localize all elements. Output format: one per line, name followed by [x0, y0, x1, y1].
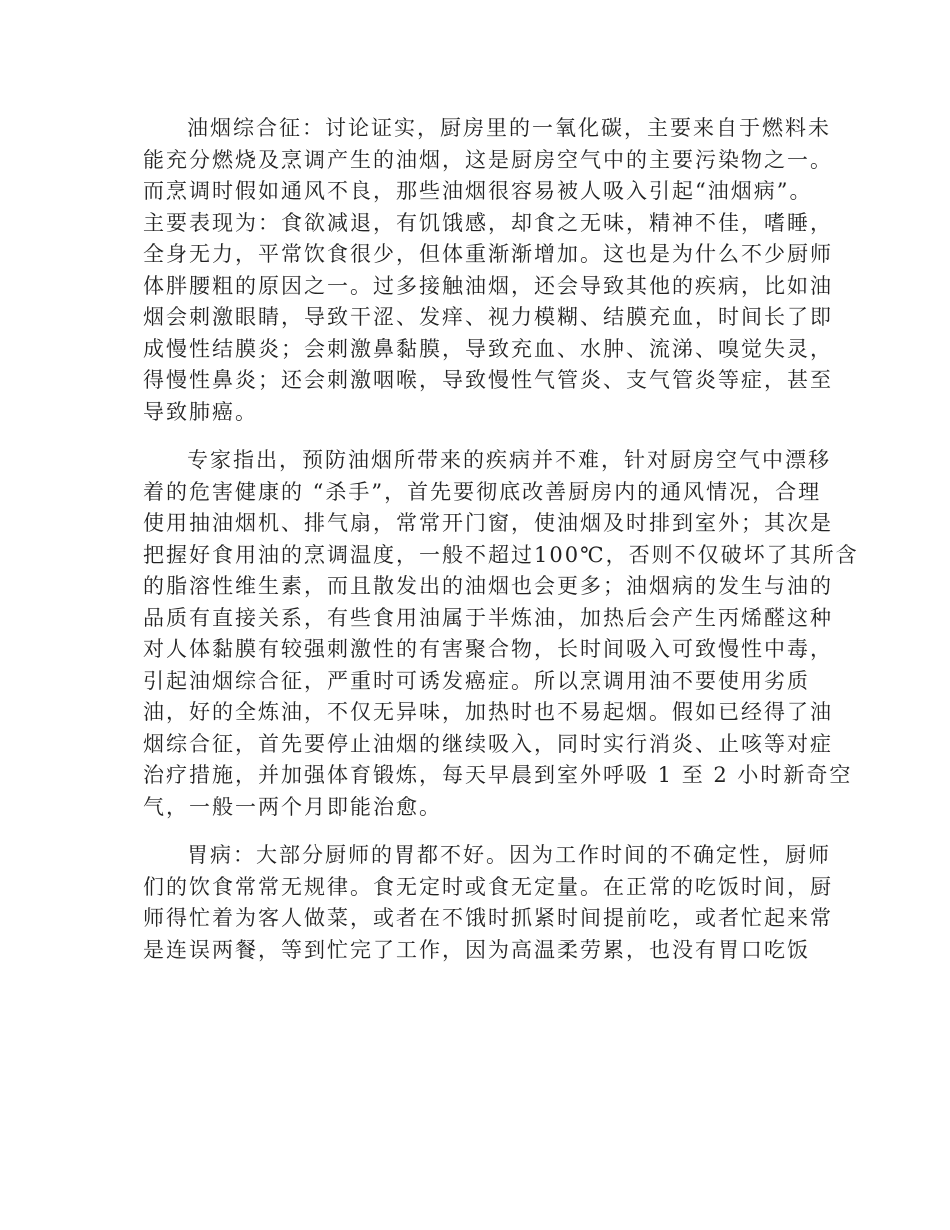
text-line: 主要表现为：食欲减退，有饥饿感，却食之无味，精神不佳，嗜睡，	[143, 210, 833, 235]
text-line: 使用抽油烟机、排气扇，常常开门窗，使油烟及时排到室外；其次是	[143, 511, 833, 535]
text-line: 治疗措施，并加强体育锻炼，每天早晨到室外呼吸 1 至 2 小时新奇空	[143, 763, 853, 787]
text-line: 们的饮食常常无规律。食无定时或食无定量。在正常的吃饭时间，厨	[143, 874, 833, 899]
text-line: 烟会刺激眼睛，导致干涩、发痒、视力模糊、结膜充血，时间长了即	[143, 305, 833, 329]
text-line: 体胖腰粗的原因之一。过多接触油烟，还会导致其他的疾病，比如油	[143, 273, 833, 298]
text-line: 把握好食用油的烹调温度，一般不超过100℃，否则不仅破坏了其所含	[143, 542, 859, 567]
text-line: 着的危害健康的 “杀手”，首先要彻底改善厨房内的通风情况，合理	[143, 479, 822, 504]
text-line: 成慢性结膜炎；会刺激鼻黏膜，导致充血、水肿、流涕、嗅觉失灵，	[143, 336, 833, 361]
text-line: 的脂溶性维生素，而且散发出的油烟也会更多；油烟病的发生与油的	[143, 574, 833, 598]
text-line: 气，一般一两个月即能治愈。	[143, 794, 442, 819]
text-line: 烟综合征，首先要停止油烟的继续吸入，同时实行消炎、止咳等对症	[143, 731, 833, 756]
text-line: 能充分燃烧及烹调产生的油烟，这是厨房空气中的主要污染物之一。	[143, 147, 833, 172]
text-line: 对人体黏膜有较强刺激性的有害聚合物，长时间吸入可致慢性中毒，	[143, 637, 833, 661]
text-line: 全身无力，平常饮食很少，但体重渐渐增加。这也是为什么不少厨师	[143, 242, 833, 266]
paragraph-oil-smoke-syndrome	[143, 113, 833, 428]
paragraph-expert-advice	[143, 445, 859, 823]
text-line: 得慢性鼻炎；还会刺激咽喉，导致慢性气管炎、支气管炎等症，甚至	[143, 368, 833, 392]
text-line: 而烹调时假如通风不良，那些油烟很容易被人吸入引起“油烟病”。	[143, 179, 813, 203]
text-line: 导致肺癌。	[143, 399, 258, 424]
text-line: 师得忙着为客人做菜，或者在不饿时抓紧时间提前吃，或者忙起来常	[143, 906, 833, 930]
text-line: 胃病：大部分厨师的胃都不好。因为工作时间的不确定性，厨师	[187, 843, 831, 867]
text-line: 专家指出，预防油烟所带来的疾病并不难，针对厨房空气中漂移	[187, 448, 831, 472]
text-line: 油，好的全炼油，不仅无异味，加热时也不易起烟。假如已经得了油	[143, 700, 833, 724]
text-line: 引起油烟综合征，严重时可诱发癌症。所以烹调用油不要使用劣质	[143, 668, 810, 693]
document-body	[143, 113, 859, 966]
text-line: 油烟综合征：讨论证实，厨房里的一氧化碳，主要来自于燃料未	[187, 116, 831, 140]
text-line: 是连误两餐，等到忙完了工作，因为高温柔劳累，也没有胃口吃饭	[143, 937, 810, 962]
paragraph-stomach-disease	[143, 840, 833, 966]
text-line: 品质有直接关系，有些食用油属于半炼油，加热后会产生丙烯醛这种	[143, 605, 833, 630]
